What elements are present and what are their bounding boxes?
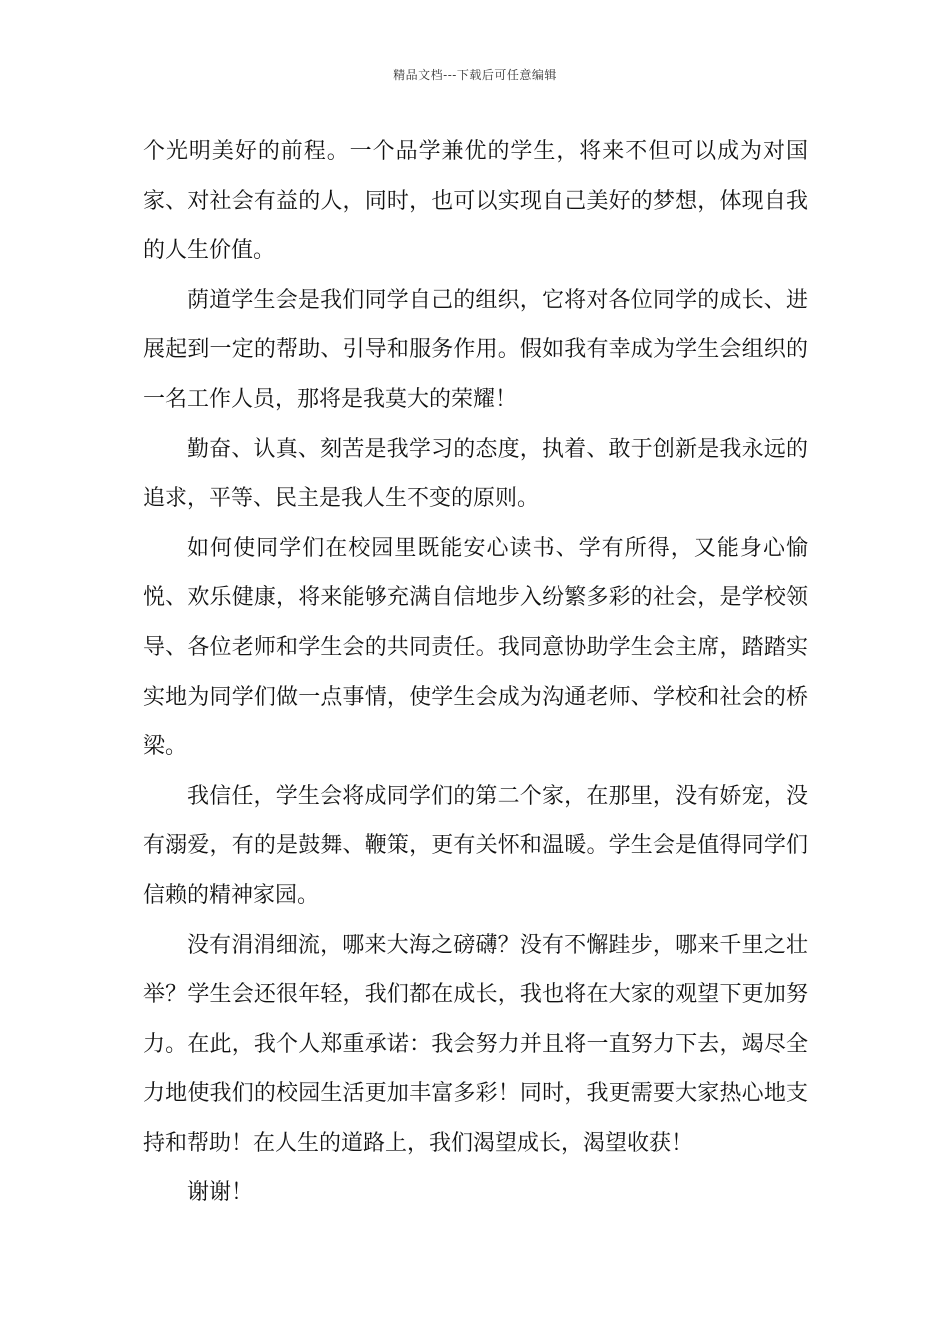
paragraph-5: 我信任，学生会将成同学们的第二个家，在那里，没有娇宠，没有溺爱，有的是鼓舞、鞭策，更有关怀和温暖。学生会是值得同学们信赖的精神家园。 <box>143 783 808 908</box>
page-header: 精品文档---下载后可任意编辑 <box>393 68 557 82</box>
paragraph-6: 没有涓涓细流，哪来大海之磅礴？没有不懈跬步，哪来千里之壮举？学生会还很年轻，我们都在成长，我也将在大家的观望下更加努力。在此，我个人郑重承诺：我会努力并且将一直努力下去，竭尽全力地使我们的校园生活更加丰富多彩！同时，我更需要大家热心地支持和帮助！在人生的道路上，我们渴望成长，渴望收获！ <box>143 932 808 1156</box>
paragraph-1: 个光明美好的前程。一个品学兼优的学生，将来不但可以成为对国家、对社会有益的人，同时，也可以实现自己美好的梦想，体现自我的人生价值。 <box>143 139 808 264</box>
paragraph-closing: 谢谢！ <box>187 1180 254 1206</box>
paragraph-4: 如何使同学们在校园里既能安心读书、学有所得，又能身心愉悦、欢乐健康，将来能够充满自信地步入纷繁多彩的社会，是学校领导、各位老师和学生会的共同责任。我同意协助学生会主席，踏踏实实地为同学们做一点事情，使学生会成为沟通老师、学校和社会的桥梁。 <box>143 535 808 760</box>
document-body <box>143 127 808 1218</box>
paragraph-2: 荫道学生会是我们同学自己的组织，它将对各位同学的成长、进展起到一定的帮助、引导和服务作用。假如我有幸成为学生会组织的一名工作人员，那将是我莫大的荣耀！ <box>143 287 808 412</box>
paragraph-3: 勤奋、认真、刻苦是我学习的态度，执着、敢于创新是我永远的追求，平等、民主是我人生不变的原则。 <box>143 436 808 512</box>
